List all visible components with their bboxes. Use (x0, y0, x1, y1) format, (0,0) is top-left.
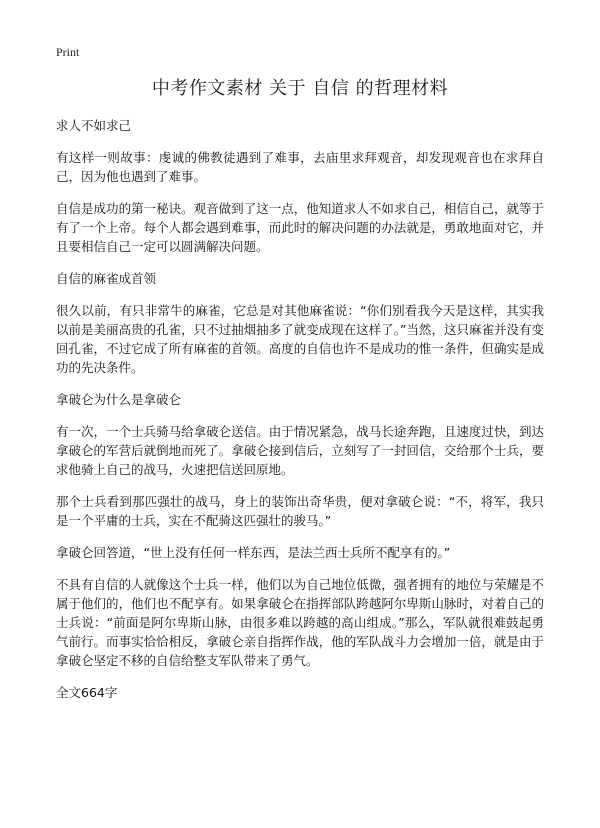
paragraph: 很久以前，有只非常牛的麻雀，它总是对其他麻雀说：“你们别看我今天是这样，其实我以前是美丽高贵的孔雀，只不过抽烟抽多了就变成现在这样了。”当然，这只麻雀并没有变回孔雀，不过它成了所有麻雀的首领。高度的自信也许不是成功的惟一条件，但确实是成功的先决条件。 (56, 303, 544, 375)
paragraph: 那个士兵看到那匹强壮的战马，身上的装饰出奇华贵，便对拿破仑说：“不，将军，我只是一个平庸的士兵，实在不配骑这匹强壮的骏马。” (56, 494, 544, 528)
article-title: 中考作文素材 关于 自信 的哲理材料 (151, 78, 449, 99)
paragraph: 有一次，一个士兵骑马给拿破仑送信。由于情况紧急，战马长途奔跑，且速度过快，到达拿破仑的军营后就倒地而死了。拿破仑接到信后，立刻写了一封回信，交给那个士兵，要求他骑上自己的战马，火速把信送回原地。 (56, 424, 544, 477)
section-heading: 求人不如求己 (56, 118, 132, 133)
paragraph: 有这样一则故事：虔诚的佛教徒遇到了难事，去庙里求拜观音，却发现观音也在求拜自己，因为他也遇到了难事。 (56, 150, 544, 184)
word-count: 全文664字 (56, 685, 118, 700)
paragraph: 不具有自信的人就像这个士兵一样，他们以为自己地位低微，强者拥有的地位与荣耀是不属于他们的，他们也不配享有。如果拿破仑在指挥部队跨越阿尔卑斯山脉时，对着自己的士兵说：“前面是阿尔卑斯山脉，由很多难以跨越的高山组成。”那么，军队就很难鼓起勇气前行。而事实恰恰相反，拿破仑亲自指挥作战，他的军队战斗力会增加一倍，就是由于拿破仑坚定不移的自信给整支军队带来了勇气。 (56, 577, 544, 668)
paragraph: 拿破仑回答道，“世上没有任何一样东西，是法兰西士兵所不配享有的。” (56, 545, 451, 560)
section-heading: 拿破仑为什么是拿破仑 (56, 392, 182, 407)
paragraph: 自信是成功的第一秘诀。观音做到了这一点，他知道求人不如求自己，相信自己，就等于有了一个上帝。每个人都会遇到难事，而此时的解决问题的办法就是，勇敢地面对它，并且要相信自己一定可以圆满解决问题。 (56, 201, 544, 254)
print-link[interactable]: Print (56, 45, 80, 59)
section-heading: 自信的麻雀成首领 (56, 271, 157, 286)
